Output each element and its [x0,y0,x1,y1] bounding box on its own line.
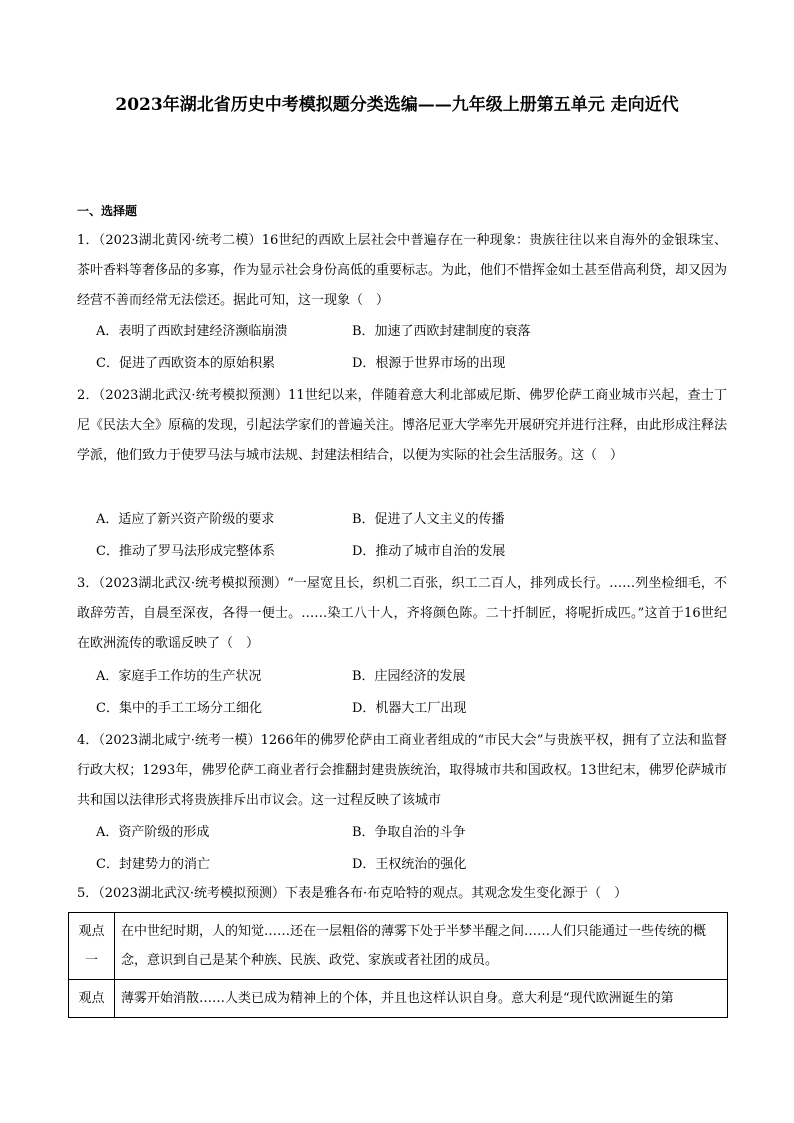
option-c: C．推动了罗马法形成完整体系 [96,544,275,559]
question-4-stem: 4．（2023湖北咸宁·统考一模）1266年的佛罗伦萨由工商业者组成的“市民大会”与贵族平权，拥有了立法和监督行政大权；1293年，佛罗伦萨工商业者行会推翻封建贵族统治，取得城市共和国政权。13世纪末，佛罗伦萨城市共和国以法律形式将贵族排斥出市议会。这一过程反映了该城市 [77,733,727,808]
option-c: C．封建势力的消亡 [96,857,210,872]
table-row [69,913,728,980]
option-b: B．加速了西欧封建制度的衰落 [352,324,531,339]
question-2-stem: 2．（2023湖北武汉·统考模拟预测）11世纪以来，伴随着意大利北部威尼斯、佛罗伦萨工商业城市兴起，查士丁尼《民法大全》原稿的发现，引起法学家们的普遍关注。博洛尼亚大学率先开展研究并进行注释，由此形成注释法学派，他们致力于使罗马法与城市法规、封建法相结合，以便为实际的社会生活服务。这（ ） [77,388,728,463]
page-title: 2023年湖北省历史中考模拟题分类选编——九年级上册第五单元 走向近代 [115,95,679,115]
option-b: B．庄园经济的发展 [352,669,466,684]
section-heading: 一、选择题 [77,204,138,218]
question-3-stem: 3．（2023湖北武汉·统考模拟预测）“一屋宽且长，织机二百张，织工二百人，排列成长行。……列坐检细毛，不敢辞劳苦，自晨至深夜，各得一便士。……染工八十人，齐将颜色陈。二十扦制匠，将呢折成匹。”这首于16世纪在欧洲流传的歌谣反映了（ ） [77,576,727,651]
viewpoint-table [68,912,728,1018]
option-d: D．王权统治的强化 [352,857,467,872]
viewpoint-label: 观点一 [69,913,115,980]
question-5-stem: 5．（2023湖北武汉·统考模拟预测）下表是雅各布·布克哈特的观点。其观念发生变化源于（ ） [77,886,628,901]
option-a: A．表明了西欧封建经济濒临崩溃 [96,324,288,339]
option-d: D．根源于世界市场的出现 [352,356,506,371]
option-a: A．家庭手工作坊的生产状况 [96,669,262,684]
viewpoint-label: 观点 [69,980,115,1018]
viewpoint-text: 在中世纪时期，人的知觉……还在一层粗俗的薄雾下处于半梦半醒之间……人们只能通过一些传统的概念，意识到自己是某个种族、民族、政党、家族或者社团的成员。 [115,913,728,980]
table-row [69,980,728,1018]
viewpoint-text: 薄雾开始消散……人类已成为精神上的个体，并且也这样认识自身。意大利是“现代欧洲诞生的第 [115,980,728,1018]
option-b: B．争取自治的斗争 [352,825,466,840]
option-c: C．集中的手工工场分工细化 [96,701,262,716]
option-c: C．促进了西欧资本的原始积累 [96,356,275,371]
question-1-stem: 1．（2023湖北黄冈·统考二模）16世纪的西欧上层社会中普遍存在一种现象：贵族往往以来自海外的金银珠宝、茶叶香料等奢侈品的多寡，作为显示社会身份高低的重要标志。为此，他们不惜挥金如土甚至借高利贷，却又因为经营不善而经常无法偿还。据此可知，这一现象（ ） [77,233,728,308]
option-a: A．资产阶级的形成 [96,825,210,840]
option-d: D．机器大工厂出现 [352,701,467,716]
option-b: B．促进了人文主义的传播 [352,512,505,527]
option-d: D．推动了城市自治的发展 [352,544,506,559]
option-a: A．适应了新兴资产阶级的要求 [96,512,275,527]
